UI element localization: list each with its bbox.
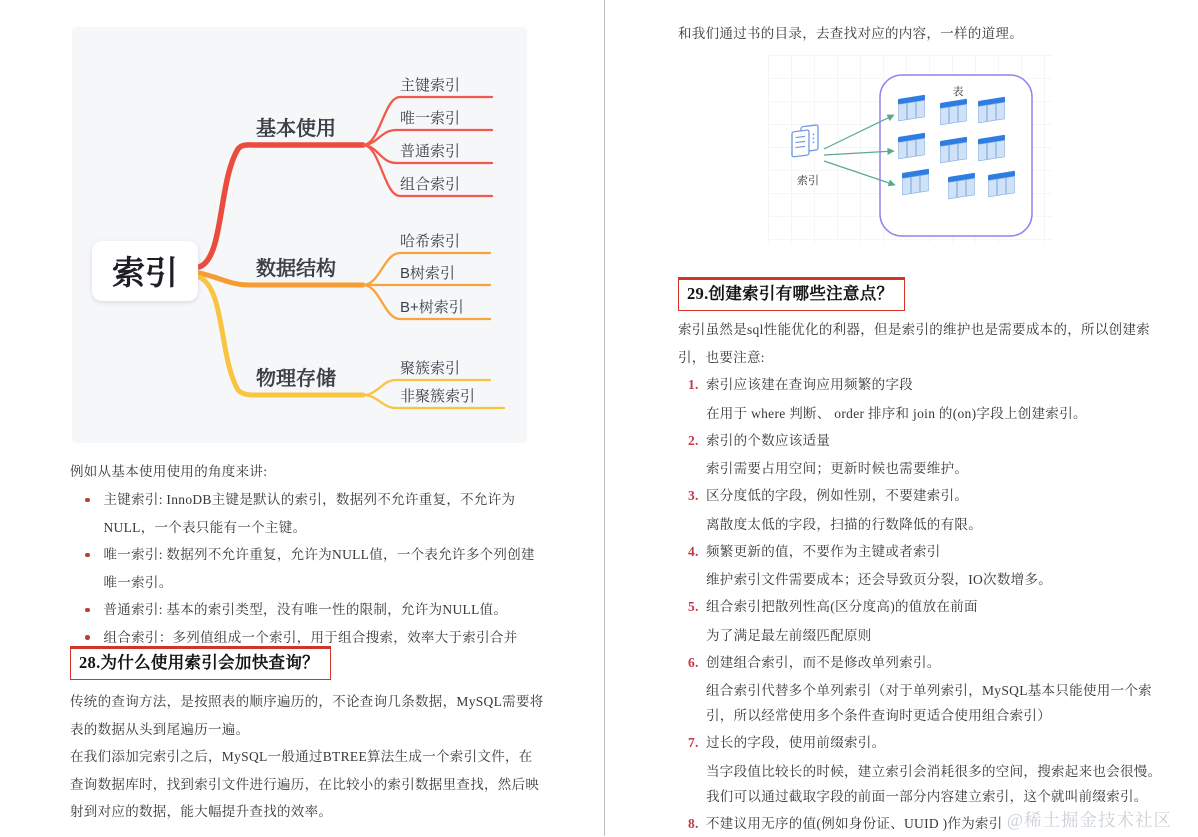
bullet-dot-icon — [85, 498, 90, 503]
list-item-detail: 离散度太低的字段，扫描的行数降低的有限。 — [706, 512, 1162, 537]
branch-line-basic-usage — [199, 145, 363, 267]
list-item-detail: 当字段值比较长的时候，建立索引会消耗很多的空间，搜索起来也会很慢。我们可以通过截取字段的前面一部分内容建立索引，这个就叫前缀索引。 — [706, 759, 1162, 809]
bullet-text: 唯一索引: 数据列不允许重复，允许为NULL值，一个表允许多个列创建唯一索引。 — [104, 541, 543, 596]
bullet-dot-icon — [85, 635, 90, 640]
list-item-detail: 组合索引代替多个单列索引（对于单列索引，MySQL基本只能使用一个索引，所以经常使用多个条件查询时更适合使用组合索引） — [706, 678, 1162, 728]
list-item — [678, 593, 1162, 649]
list-item-number: 6. — [678, 649, 706, 730]
mindmap-branch-label: 基本使用 — [256, 116, 336, 140]
mindmap-branch-label: 数据结构 — [256, 256, 336, 280]
mindmap-root-label: 索引 — [112, 254, 178, 291]
mindmap-leaf-label: B树索引 — [400, 264, 455, 282]
list-item — [678, 427, 1162, 483]
list-item-head: 区分度低的字段，例如性别，不要建索引。 — [706, 482, 1162, 510]
paragraph: 索引虽然是sql性能优化的利器，但是索引的维护也是需要成本的，所以创建索引，也要注意: — [678, 316, 1162, 371]
mindmap-leaf-label: 哈希索引 — [400, 232, 460, 250]
table-group-label: 表 — [953, 84, 964, 98]
list-item-head: 不建议用无序的值(例如身份证、UUID )作为索引 — [706, 810, 1162, 837]
list-item-number: 8. — [678, 810, 706, 837]
mindmap-leaf-label: 非聚簇索引 — [400, 387, 475, 405]
list-item-number: 7. — [678, 729, 706, 810]
mindmap-leaf-label: 组合索引 — [400, 175, 460, 193]
list-item — [678, 371, 1162, 427]
bullet-dot-icon — [85, 608, 90, 613]
list-item-head: 过长的字段，使用前缀索引。 — [706, 729, 1162, 757]
list-item-number: 4. — [678, 538, 706, 594]
table-icons — [898, 95, 1015, 199]
list-item-detail: 维护索引文件需要成本；还会导致页分裂，IO次数增多。 — [706, 567, 1162, 592]
mindmap-branch-label: 物理存储 — [256, 366, 337, 390]
mindmap-leaf-label: 普通索引 — [400, 142, 460, 160]
index-types-bullet-list — [70, 486, 542, 651]
list-item — [678, 729, 1162, 810]
mindmap-leaf-label: 唯一索引 — [400, 109, 460, 127]
list-item-head: 索引应该建在查询应用频繁的字段 — [706, 371, 1162, 399]
list-item-detail: 为了满足最左前缀匹配原则 — [706, 623, 1162, 648]
mindmap-svg — [72, 27, 527, 443]
list-item — [70, 596, 542, 624]
bullet-text: 主键索引: InnoDB主键是默认的索引，数据列不允许重复，不允许为NULL，一个表只能有一个主键。 — [104, 486, 543, 541]
mindmap-leaf-label: 聚簇索引 — [400, 359, 460, 377]
paragraph: 在我们添加完索引之后，MySQL一般通过BTREE算法生成一个索引文件，在查询数据库时，找到索引文件进行遍历，在比较小的索引数据里查找，然后映射到对应的数据，能大幅提升查找的效率。 — [70, 743, 544, 826]
diagram-svg — [768, 55, 1052, 243]
list-item — [678, 482, 1162, 538]
section-29-heading: 29.创建索引有哪些注意点？ — [678, 277, 905, 311]
mindmap-leaf-label: B+树索引 — [400, 298, 464, 316]
list-item-detail: 在用于 where 判断、 order 排序和 join 的(on)字段上创建索引。 — [706, 401, 1162, 426]
list-item — [70, 541, 542, 596]
left-intro-paragraph: 例如从基本使用使用的角度来讲: — [70, 458, 540, 486]
juejin-watermark: @稀土掘金技术社区 — [1007, 807, 1172, 832]
list-item-number: 2. — [678, 427, 706, 483]
section-28-heading: 28.为什么使用索引会加快查询？ — [70, 646, 331, 680]
list-item-number: 3. — [678, 482, 706, 538]
list-item-detail: 索引需要占用空间；更新时候也需要维护。 — [706, 456, 1162, 481]
list-item-head: 创建组合索引，而不是修改单列索引。 — [706, 649, 1162, 677]
list-item-head: 索引的个数应该适量 — [706, 427, 1162, 455]
index-icon-label: 索引 — [797, 173, 819, 187]
list-item-number: 5. — [678, 593, 706, 649]
list-item-head: 组合索引把散列性高(区分度高)的值放在前面 — [706, 593, 1162, 621]
index-mindmap-figure — [72, 27, 527, 443]
mindmap-leaf-label: 主键索引 — [400, 76, 460, 94]
list-item — [678, 649, 1162, 730]
list-item-number: 1. — [678, 371, 706, 427]
list-item — [678, 538, 1162, 594]
bullet-text: 普通索引: 基本的索引类型，没有唯一性的限制，允许为NULL值。 — [104, 596, 543, 624]
list-item-head: 频繁更新的值，不要作为主键或者索引 — [706, 538, 1162, 566]
list-item — [70, 486, 542, 541]
bullet-dot-icon — [85, 553, 90, 558]
index-notes-numbered-list — [678, 371, 1162, 837]
index-table-diagram — [768, 55, 1052, 243]
bullet-text: 组合索引：多列值组成一个索引，用于组合搜索，效率大于索引合并 — [104, 624, 543, 652]
paragraph: 传统的查询方法，是按照表的顺序遍历的，不论查询几条数据，MySQL需要将表的数据从头到尾遍历一遍。 — [70, 688, 544, 743]
column-divider — [604, 0, 605, 836]
right-intro-paragraph: 和我们通过书的目录，去查找对应的内容，一样的道理。 — [678, 20, 1160, 48]
